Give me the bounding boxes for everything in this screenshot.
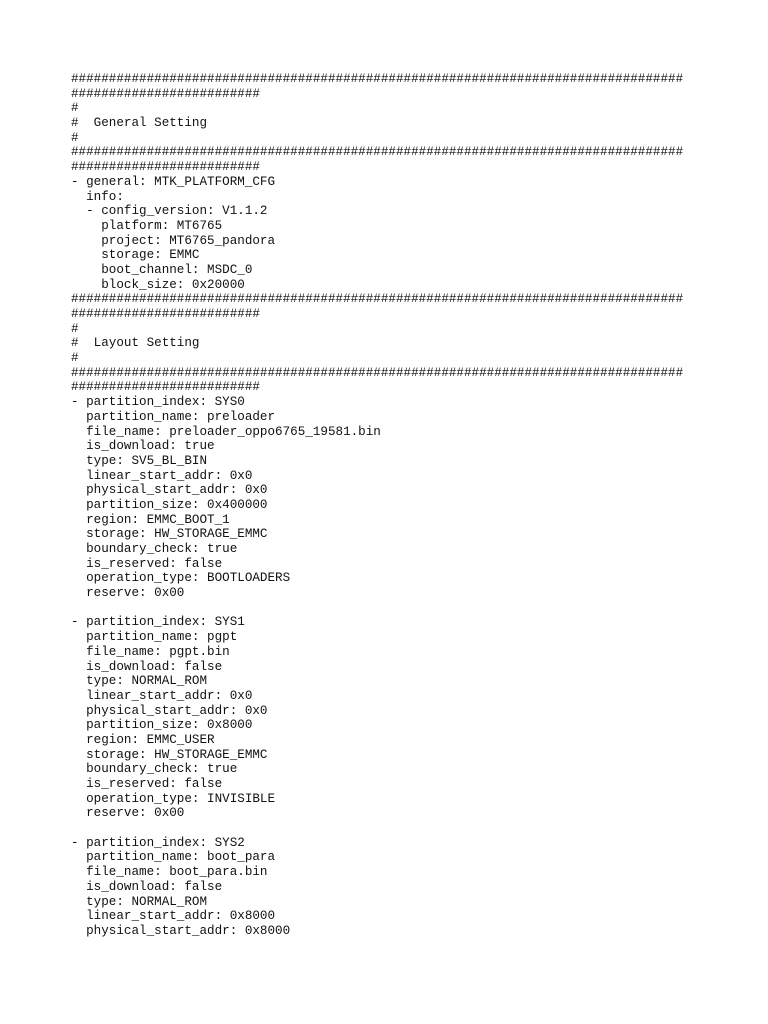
document-page <box>71 72 761 939</box>
text-line: partition_size: 0x400000 <box>71 497 268 512</box>
text-line: - partition_index: SYS0 <box>71 395 245 410</box>
text-line: ################################################################################# <box>71 292 684 307</box>
text-line: storage: HW_STORAGE_EMMC <box>71 527 268 542</box>
text-line: - partition_index: SYS2 <box>71 835 245 850</box>
text-line: partition_size: 0x8000 <box>71 718 253 733</box>
text-line: physical_start_addr: 0x0 <box>71 703 268 718</box>
text-line: boot_channel: MSDC_0 <box>71 262 253 277</box>
text-line: linear_start_addr: 0x0 <box>71 688 253 703</box>
text-line: ################################################################################# <box>71 145 684 160</box>
text-line: ######################### <box>71 160 260 175</box>
text-line: physical_start_addr: 0x0 <box>71 483 268 498</box>
text-line: storage: EMMC <box>71 248 200 263</box>
text-line: ######################### <box>71 380 260 395</box>
text-line: file_name: boot_para.bin <box>71 865 268 880</box>
text-line: is_download: true <box>71 439 215 454</box>
text-line: linear_start_addr: 0x0 <box>71 468 253 483</box>
text-line: platform: MT6765 <box>71 218 223 233</box>
text-line: block_size: 0x20000 <box>71 277 245 292</box>
text-line: # <box>71 351 79 366</box>
text-line: project: MT6765_pandora <box>71 233 276 248</box>
text-line: boundary_check: true <box>71 762 238 777</box>
text-line: ################################################################################# <box>71 365 684 380</box>
text-line: file_name: pgpt.bin <box>71 644 230 659</box>
text-line: operation_type: BOOTLOADERS <box>71 571 291 586</box>
section-heading: # General Setting <box>71 116 208 131</box>
text-line: ################################################################################# <box>71 72 684 86</box>
text-line: - general: MTK_PLATFORM_CFG <box>71 174 276 189</box>
text-line: ######################### <box>71 307 260 321</box>
text-line: region: EMMC_USER <box>71 732 215 747</box>
text-line: is_reserved: false <box>71 777 223 791</box>
text-line: # <box>71 101 79 116</box>
text-line: file_name: preloader_oppo6765_19581.bin <box>71 424 381 439</box>
text-line: partition_name: boot_para <box>71 850 276 865</box>
text-line: operation_type: INVISIBLE <box>71 791 276 806</box>
text-line: partition_name: preloader <box>71 409 276 424</box>
text-line: type: SV5_BL_BIN <box>71 453 208 468</box>
text-line: type: NORMAL_ROM <box>71 674 208 689</box>
text-line: reserve: 0x00 <box>71 806 185 821</box>
text-line: # <box>71 130 79 145</box>
text-line: boundary_check: true <box>71 542 238 556</box>
text-line: reserve: 0x00 <box>71 586 185 601</box>
text-line: type: NORMAL_ROM <box>71 894 208 909</box>
text-line: linear_start_addr: 0x8000 <box>71 909 276 924</box>
text-line: is_download: false <box>71 659 223 674</box>
blank-line <box>71 601 761 616</box>
section-heading: # Layout Setting <box>71 336 200 351</box>
text-line: - config_version: V1.1.2 <box>71 204 268 219</box>
blank-line <box>71 821 761 836</box>
text-line: is_download: false <box>71 879 223 894</box>
text-line: - partition_index: SYS1 <box>71 615 245 630</box>
text-line: partition_name: pgpt <box>71 630 238 645</box>
text-line: # <box>71 321 79 336</box>
text-line: physical_start_addr: 0x8000 <box>71 923 291 938</box>
text-line: ######################### <box>71 86 260 101</box>
text-line: region: EMMC_BOOT_1 <box>71 512 230 527</box>
text-line: info: <box>71 189 124 204</box>
text-line: storage: HW_STORAGE_EMMC <box>71 747 268 762</box>
text-line: is_reserved: false <box>71 556 223 571</box>
